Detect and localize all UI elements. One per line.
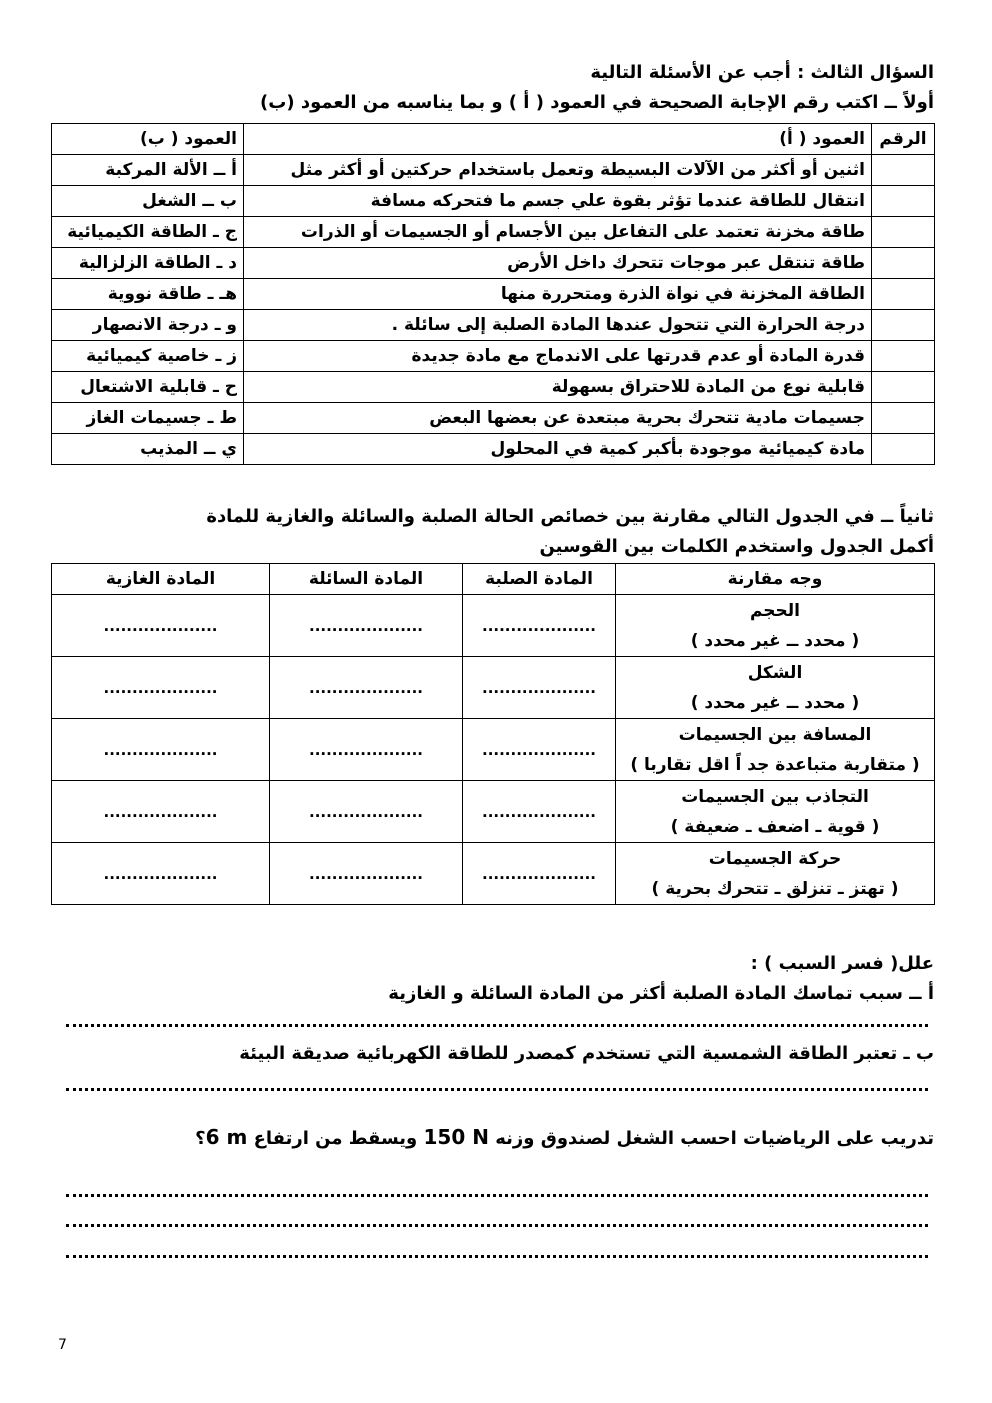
gas-blank[interactable] <box>52 781 270 843</box>
gas-blank[interactable] <box>52 719 270 781</box>
answer-cell[interactable] <box>872 403 935 434</box>
col-a-cell: طاقة تنتقل عبر موجات تتحرك داخل الأرض <box>244 248 872 279</box>
col-b-cell: ي ــ المذيب <box>52 434 244 465</box>
col-b-cell: ج ـ الطاقة الكيميائية <box>52 217 244 248</box>
blank-dots: .................... <box>103 864 218 883</box>
answer-line[interactable] <box>66 1222 928 1227</box>
answer-line[interactable] <box>66 1253 928 1258</box>
col-a-cell: مادة كيميائية موجودة بأكبر كمية في المحلول <box>244 434 872 465</box>
col-b-cell: ب ــ الشغل <box>52 186 244 217</box>
aspect-options: ( قوية ـ اضعف ـ ضعيفة ) <box>670 816 880 837</box>
blank-dots: .................... <box>482 740 596 759</box>
header-aspect: وجه مقارنة <box>616 564 935 595</box>
blank-dots: .................... <box>103 740 218 759</box>
answer-line[interactable] <box>66 1086 928 1091</box>
header-col-a: العمود ( أ) <box>244 124 872 155</box>
comparison-table-header <box>52 564 935 595</box>
aspect-options: ( محدد ــ غير محدد ) <box>690 692 860 713</box>
col-a-cell: انتقال للطاقة عندما تؤثر بقوة علي جسم ما فتحركه مسافة <box>244 186 872 217</box>
table-row <box>52 279 935 310</box>
liquid-blank[interactable] <box>270 781 463 843</box>
header-liquid: المادة السائلة <box>270 564 463 595</box>
col-b-cell: د ـ الطاقة الزلزالية <box>52 248 244 279</box>
table-row <box>52 372 935 403</box>
answer-cell[interactable] <box>872 217 935 248</box>
height-value: 6 m <box>205 1125 248 1149</box>
weight-value: 150 N <box>423 1125 489 1149</box>
table-row <box>52 186 935 217</box>
table-row <box>52 341 935 372</box>
aspect-cell <box>616 595 935 657</box>
header-col-b: العمود ( ب) <box>52 124 244 155</box>
col-b-cell: ط ـ جسيمات الغاز <box>52 403 244 434</box>
solid-blank[interactable] <box>463 843 616 905</box>
table-row <box>52 310 935 341</box>
solid-blank[interactable] <box>463 719 616 781</box>
blank-dots: .................... <box>103 802 218 821</box>
exercise-prefix: تدريب على الرياضيات احسب الشغل لصندوق وزنه <box>495 1128 934 1149</box>
table-row <box>52 248 935 279</box>
exercise-middle: ويسقط من ارتفاع <box>253 1128 418 1149</box>
col-b-cell: هـ ـ طاقة نووية <box>52 279 244 310</box>
blank-dots: .................... <box>103 678 218 697</box>
aspect-options: ( تهتز ـ تنزلق ـ تتحرك بحرية ) <box>651 878 899 899</box>
col-a-cell: قدرة المادة أو عدم قدرتها على الاندماج مع مادة جديدة <box>244 341 872 372</box>
aspect-title: التجاذب بين الجسيمات <box>681 786 869 807</box>
aspect-options: ( متقاربة متباعدة جد اً اقل تقاربا ) <box>630 754 920 775</box>
answer-cell[interactable] <box>872 341 935 372</box>
blank-dots: .................... <box>309 802 423 821</box>
aspect-title: المسافة بين الجسيمات <box>678 724 872 745</box>
matching-table <box>51 123 935 465</box>
answer-cell[interactable] <box>872 155 935 186</box>
aspect-title: حركة الجسيمات <box>708 848 842 869</box>
aspect-cell <box>616 719 935 781</box>
col-a-cell: قابلية نوع من المادة للاحتراق بسهولة <box>244 372 872 403</box>
col-a-cell: الطاقة المخزنة في نواة الذرة ومتحررة منها <box>244 279 872 310</box>
part1-instruction: أولاً ــ اكتب رقم الإجابة الصحيحة في العمود ( أ ) و بما يناسبه من العمود (ب) <box>260 92 934 113</box>
liquid-blank[interactable] <box>270 657 463 719</box>
question-mark: ؟ <box>195 1128 206 1149</box>
table-row <box>52 843 935 905</box>
blank-dots: .................... <box>309 740 423 759</box>
aspect-options: ( محدد ــ غير محدد ) <box>690 630 860 651</box>
aspect-title: الحجم <box>749 600 801 621</box>
col-b-cell: ح ـ قابلية الاشتعال <box>52 372 244 403</box>
answer-cell[interactable] <box>872 248 935 279</box>
matching-table-header <box>52 124 935 155</box>
blank-dots: .................... <box>309 678 423 697</box>
answer-cell[interactable] <box>872 279 935 310</box>
col-a-cell: جسيمات مادية تتحرك بحرية مبتعدة عن بعضها البعض <box>244 403 872 434</box>
aspect-cell <box>616 843 935 905</box>
blank-dots: .................... <box>309 616 423 635</box>
answer-line[interactable] <box>66 1192 928 1197</box>
table-row <box>52 217 935 248</box>
part3-item-a: أ ــ سبب تماسك المادة الصلبة أكثر من المادة السائلة و الغازية <box>388 983 934 1004</box>
page-number: 7 <box>58 1337 67 1353</box>
part2-instruction-2: أكمل الجدول واستخدم الكلمات بين القوسين <box>539 536 934 557</box>
aspect-cell <box>616 657 935 719</box>
blank-dots: .................... <box>482 678 596 697</box>
table-row <box>52 155 935 186</box>
table-row <box>52 595 935 657</box>
blank-dots: .................... <box>482 616 596 635</box>
solid-blank[interactable] <box>463 595 616 657</box>
liquid-blank[interactable] <box>270 843 463 905</box>
table-row <box>52 781 935 843</box>
answer-cell[interactable] <box>872 434 935 465</box>
gas-blank[interactable] <box>52 843 270 905</box>
answer-cell[interactable] <box>872 310 935 341</box>
col-a-cell: درجة الحرارة التي تتحول عندها المادة الصلبة إلى سائلة . <box>244 310 872 341</box>
blank-dots: .................... <box>103 616 218 635</box>
table-row <box>52 657 935 719</box>
solid-blank[interactable] <box>463 781 616 843</box>
part2-instruction: ثانياً ــ في الجدول التالي مقارنة بين خصائص الحالة الصلبة والسائلة والغازية للمادة <box>206 506 934 527</box>
part3-heading: علل( فسر السبب ) : <box>750 953 934 974</box>
answer-cell[interactable] <box>872 372 935 403</box>
answer-cell[interactable] <box>872 186 935 217</box>
answer-line[interactable] <box>66 1022 928 1027</box>
gas-blank[interactable] <box>52 595 270 657</box>
table-row <box>52 403 935 434</box>
header-gas: المادة الغازية <box>52 564 270 595</box>
blank-dots: .................... <box>482 802 596 821</box>
liquid-blank[interactable] <box>270 595 463 657</box>
gas-blank[interactable] <box>52 657 270 719</box>
header-num: الرقم <box>872 124 935 155</box>
aspect-cell <box>616 781 935 843</box>
col-b-cell: و ـ درجة الانصهار <box>52 310 244 341</box>
part3-item-b: ب ـ تعتبر الطاقة الشمسية التي تستخدم كمصدر للطاقة الكهربائية صديقة البيئة <box>239 1043 934 1064</box>
table-row <box>52 434 935 465</box>
comparison-table <box>51 563 935 905</box>
table-row <box>52 719 935 781</box>
math-exercise <box>195 1125 934 1149</box>
aspect-title: الشكل <box>747 662 803 683</box>
blank-dots: .................... <box>309 864 423 883</box>
liquid-blank[interactable] <box>270 719 463 781</box>
col-a-cell: اثنين أو أكثر من الآلات البسيطة وتعمل باستخدام حركتين أو أكثر مثل <box>244 155 872 186</box>
col-b-cell: أ ــ الألة المركبة <box>52 155 244 186</box>
header-solid: المادة الصلبة <box>463 564 616 595</box>
col-b-cell: ز ـ خاصية كيميائية <box>52 341 244 372</box>
col-a-cell: طاقة مخزنة تعتمد على التفاعل بين الأجسام أو الجسيمات أو الذرات <box>244 217 872 248</box>
blank-dots: .................... <box>482 864 596 883</box>
solid-blank[interactable] <box>463 657 616 719</box>
question-heading: السؤال الثالث : أجب عن الأسئلة التالية <box>590 62 934 83</box>
